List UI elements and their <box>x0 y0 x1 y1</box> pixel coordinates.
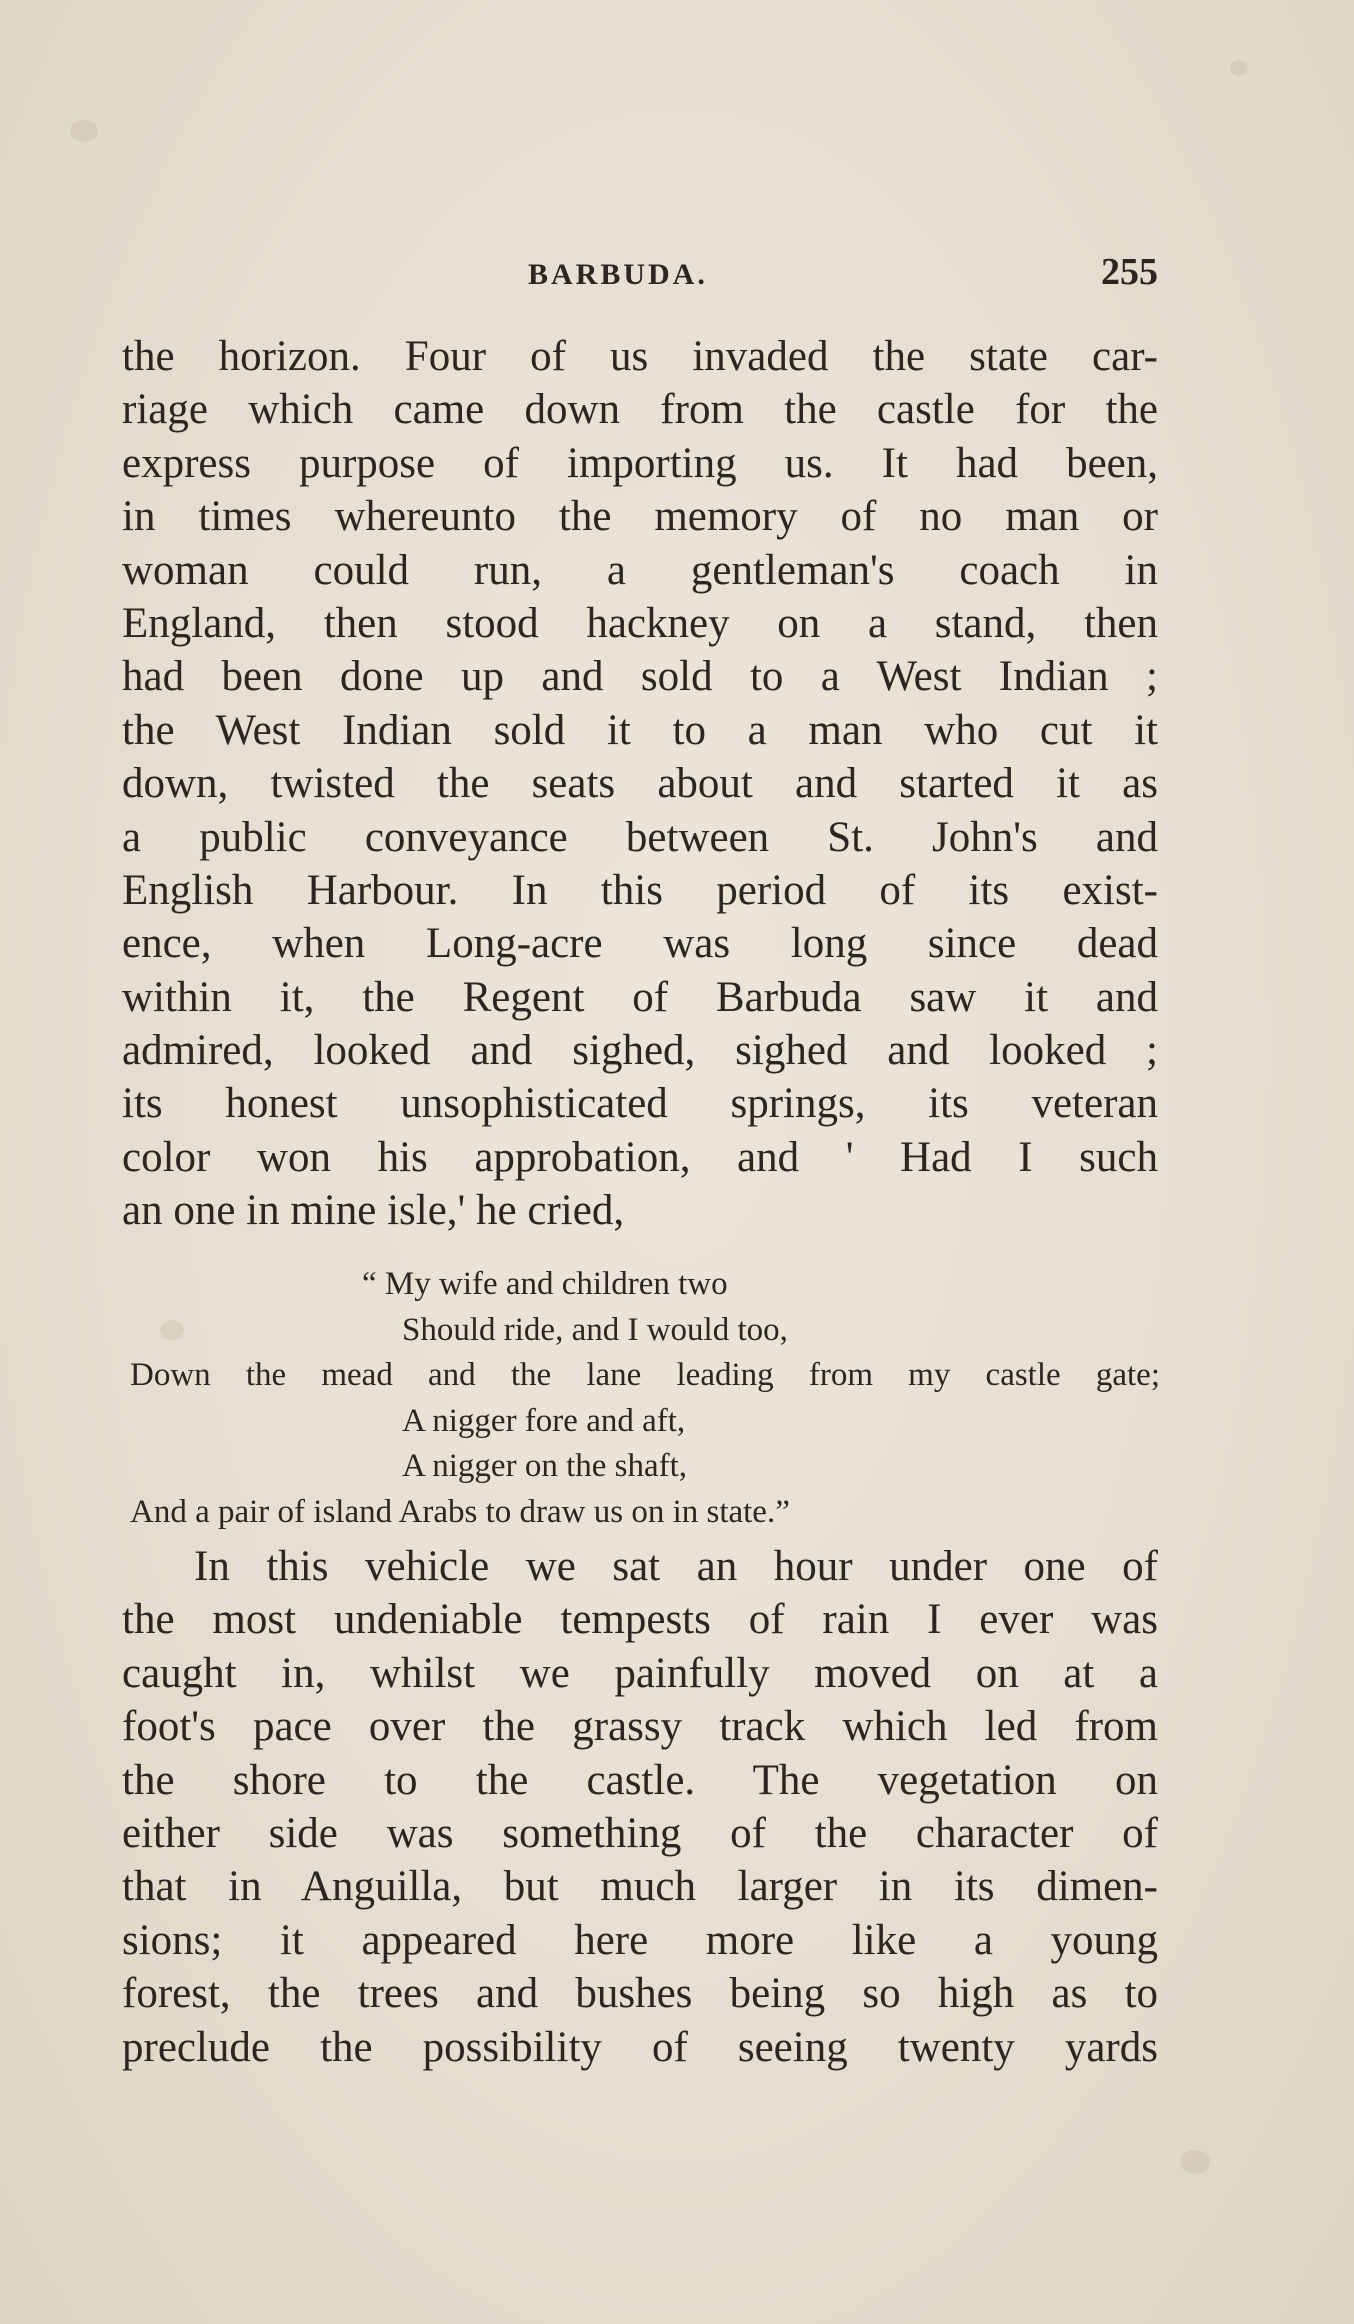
text-line: that in Anguilla, but much larger in its dimen- <box>122 1863 1158 1911</box>
text-line: in times whereunto the memory of no man or <box>122 493 1158 541</box>
text-line: express purpose of importing us. It had been, <box>122 439 1158 487</box>
paragraph-1 <box>122 330 1158 1238</box>
running-title: BARBUDA. <box>528 258 708 291</box>
verse-line: “ My wife and children two <box>362 1266 728 1302</box>
verse-line: Should ride, and I would too, <box>402 1311 788 1348</box>
text-line: either side was something of the character of <box>122 1809 1158 1857</box>
text-line: forest, the trees and bushes being so high as to <box>122 1970 1158 2018</box>
text-line: sions; it appeared here more like a young <box>122 1916 1158 1964</box>
text-line: had been done up and sold to a West Indian ; <box>122 653 1158 701</box>
text-line: color won his approbation, and ' Had I such <box>122 1133 1158 1181</box>
text-line: foot's pace over the grassy track which led from <box>122 1703 1158 1751</box>
verse-line: A nigger on the shaft, <box>402 1448 688 1484</box>
text-line: In this vehicle we sat an hour under one of <box>194 1543 1158 1590</box>
page-number: 255 <box>1101 251 1158 293</box>
text-line: preclude the possibility of seeing twenty yards <box>122 2023 1158 2071</box>
text-line: caught in, whilst we painfully moved on at a <box>122 1649 1158 1697</box>
text-line: English Harbour. In this period of its exist- <box>122 866 1158 914</box>
text-line: admired, looked and sighed, sighed and looked ; <box>122 1027 1158 1075</box>
text-line: the horizon. Four of us invaded the state car- <box>122 333 1158 380</box>
text-line: riage which came down from the castle for the <box>122 386 1158 434</box>
text-line: the shore to the castle. The vegetation on <box>122 1756 1158 1804</box>
paper-stain <box>70 120 98 142</box>
text-line: within it, the Regent of Barbuda saw it and <box>122 973 1158 1021</box>
text-line: down, twisted the seats about and started it as <box>122 760 1158 808</box>
text-line: its honest unsophisticated springs, its veteran <box>122 1080 1158 1128</box>
text-line: ence, when Long-acre was long since dead <box>122 920 1158 968</box>
paragraph-2 <box>122 1540 1158 2074</box>
running-header <box>118 250 1158 300</box>
paper-stain <box>1230 60 1248 76</box>
text-line: an one in mine isle,' he cried, <box>122 1187 625 1235</box>
verse-quotation <box>130 1262 1170 1535</box>
text-line: the most undeniable tempests of rain I ever was <box>122 1596 1158 1644</box>
text-line: woman could run, a gentleman's coach in <box>122 546 1158 594</box>
verse-line: And a pair of island Arabs to draw us on in state.” <box>130 1493 790 1530</box>
verse-line: A nigger fore and aft, <box>402 1402 686 1439</box>
paper-stain <box>1180 2150 1210 2174</box>
text-line: the West Indian sold it to a man who cut it <box>122 706 1158 754</box>
verse-line: Down the mead and the lane leading from my castle gate; <box>130 1357 1160 1393</box>
text-line: England, then stood hackney on a stand, then <box>122 599 1158 647</box>
text-line: a public conveyance between St. John's and <box>122 813 1158 861</box>
